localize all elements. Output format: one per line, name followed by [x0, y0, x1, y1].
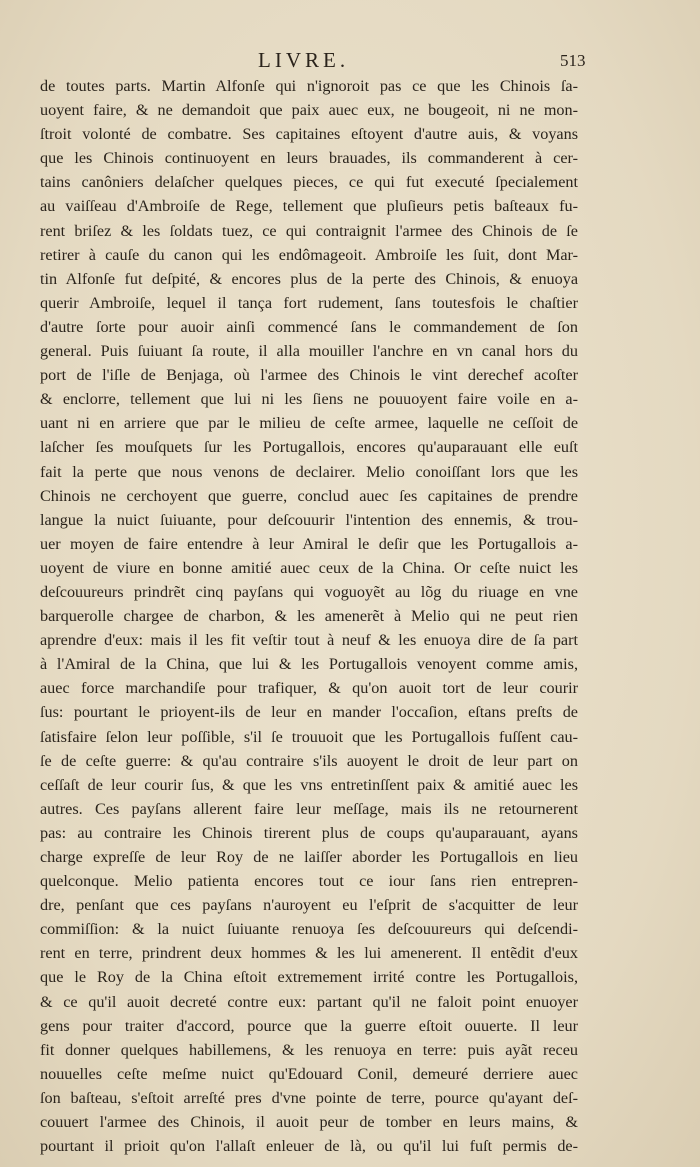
- text-line: pourtant il prioit qu'on l'allaſt enleuer de là, ou qu'il lui fuſt permis de-: [40, 1137, 578, 1156]
- running-head-title: LIVRE.: [258, 48, 350, 72]
- text-line: rent briſez & les ſoldats tuez, ce qui contraignit l'armee des Chinois de ſe: [40, 221, 578, 240]
- text-line: ſtroit volonté de combatre. Ses capitaines eſtoyent d'autre auis, & voyans: [40, 125, 578, 144]
- text-line: tains canôniers delaſcher quelques pieces, ce qui fut executé ſpecialement: [40, 173, 578, 192]
- text-line: laſcher ſes mouſquets ſur les Portugallois, encores qu'auparauant elle euſt: [40, 438, 578, 457]
- text-line: aprendre d'eux: mais il les fit veſtir tout à neuf & les enuoya dire de ſa part: [40, 631, 578, 650]
- text-line: pas: au contraire les Chinois tirerent plus de coups qu'auparauant, ayans: [40, 823, 578, 842]
- text-line: quelconque. Melio patienta encores tout ce iour ſans rien entrepren-: [40, 872, 578, 891]
- text-line: Chinois ne cerchoyent que guerre, conclud auec ſes capitaines de prendre: [40, 486, 578, 505]
- text-line: ſatisfaire ſelon leur poſſible, s'il ſe trouuoit que les Portugallois fuſſent cau-: [40, 727, 578, 746]
- running-head: [0, 48, 700, 76]
- text-line: dre, penſant que ces payſans n'auroyent eu l'eſprit de s'acquitter de leur: [40, 896, 578, 915]
- text-line: uoyent de viure en bonne amitié auec ceux de la China. Or ceſte nuict les: [40, 558, 578, 577]
- text-line: fit donner quelques habillemens, & les renuoya en terre: puis ayãt receu: [40, 1040, 578, 1059]
- text-line: & enclorre, tellement que lui ni les ſiens ne pouuoyent faire voile en a-: [40, 390, 578, 409]
- text-line: barquerolle chargee de charbon, & les amenerẽt à Melio qui ne peut rien: [40, 607, 578, 626]
- text-line: ſe de ceſte guerre: & qu'au contraire s'ils auoyent le droit de leur part on: [40, 751, 578, 770]
- text-line: fait la perte que nous venons de declairer. Melio conoiſſant lors que les: [40, 462, 578, 481]
- text-line: uant ni en arriere que par le milieu de ceſte armee, laquelle ne ceſſoit de: [40, 414, 578, 433]
- text-line: couuert l'armee des Chinois, il auoit peur de tomber en leurs mains, &: [40, 1113, 578, 1132]
- text-line: general. Puis ſuiuant ſa route, il alla mouiller l'anchre en vn canal hors du: [40, 342, 578, 361]
- text-line: retirer à cauſe du canon qui les endômageoit. Ambroiſe les ſuit, dont Mar-: [40, 245, 578, 264]
- text-line: commiſſion: & la nuict ſuiuante renuoya ſes deſcouureurs qui deſcendi-: [40, 920, 578, 939]
- text-line: nouuelles ceſte meſme nuict qu'Edouard Conil, demeuré derriere auec: [40, 1064, 578, 1083]
- text-line: uoyent faire, & ne demandoit que paix auec eux, ne bougeoit, ni ne mon-: [40, 101, 578, 120]
- text-line: rent en terre, prindrent deux hommes & les lui amenerent. Il entẽdit d'eux: [40, 944, 578, 963]
- text-line: ſon baſteau, s'eſtoit arreſté pres d'vne pointe de terre, pource qu'ayant deſ-: [40, 1088, 578, 1107]
- text-line: ſus: pourtant le prioyent-ils de leur en mander l'occaſion, eſtans preſts de: [40, 703, 578, 722]
- text-line: au vaiſſeau d'Ambroiſe de Rege, tellement que pluſieurs petis baſteaux fu-: [40, 197, 578, 216]
- text-line: ceſſaſt de leur courir ſus, & que les vns entretinſſent paix & amitié auec les: [40, 775, 578, 794]
- text-line: charge expreſſe de leur Roy de ne laiſſer aborder les Portugallois en lieu: [40, 848, 578, 866]
- text-line: langue la nuict ſuiuante, pour deſcouurir l'intention des ennemis, & trou-: [40, 510, 578, 529]
- text-line: d'autre ſorte pour auoir ainſi commencé ſans le commandement de ſon: [40, 317, 578, 336]
- text-line: que le Roy de la China eſtoit extremement irrité contre les Portugallois,: [40, 968, 578, 987]
- text-line: à l'Amiral de la China, que lui & les Portugallois venoyent comme amis,: [40, 655, 578, 674]
- text-line: auec force marchandiſe pour trafiquer, & qu'on auoit tort de leur courir: [40, 679, 578, 698]
- text-line: gens pour traiter d'accord, pource que la guerre eſtoit ouuerte. Il leur: [40, 1016, 578, 1035]
- text-line: tin Alfonſe fut deſpité, & encores plus de la perte des Chinois, & enuoya: [40, 269, 578, 288]
- text-line: de toutes parts. Martin Alfonſe qui n'ignoroit pas ce que les Chinois ſa-: [40, 77, 578, 95]
- text-line: & ce qu'il auoit decreté contre eux: partant qu'il ne faloit point enuoyer: [40, 992, 578, 1011]
- text-line: que les Chinois continuoyent en leurs brauades, ils commanderent à cer-: [40, 149, 578, 168]
- text-line: deſcouureurs prindrẽt cinq payſans qui voguoyẽt au lõg du riuage en vne: [40, 582, 578, 601]
- text-line: querir Ambroiſe, lequel il tança fort rudement, ſans toutesfois le chaſtier: [40, 293, 578, 312]
- body-text: [40, 74, 578, 1158]
- page-number: 513: [560, 51, 586, 70]
- text-line: uer moyen de faire entendre à leur Amiral le deſir que les Portugallois a-: [40, 534, 578, 553]
- text-line: port de l'iſle de Benjaga, où l'armee des Chinois le vint derechef acoſter: [40, 366, 578, 385]
- text-line: autres. Ces payſans allerent faire leur meſſage, mais ils ne retournerent: [40, 799, 578, 818]
